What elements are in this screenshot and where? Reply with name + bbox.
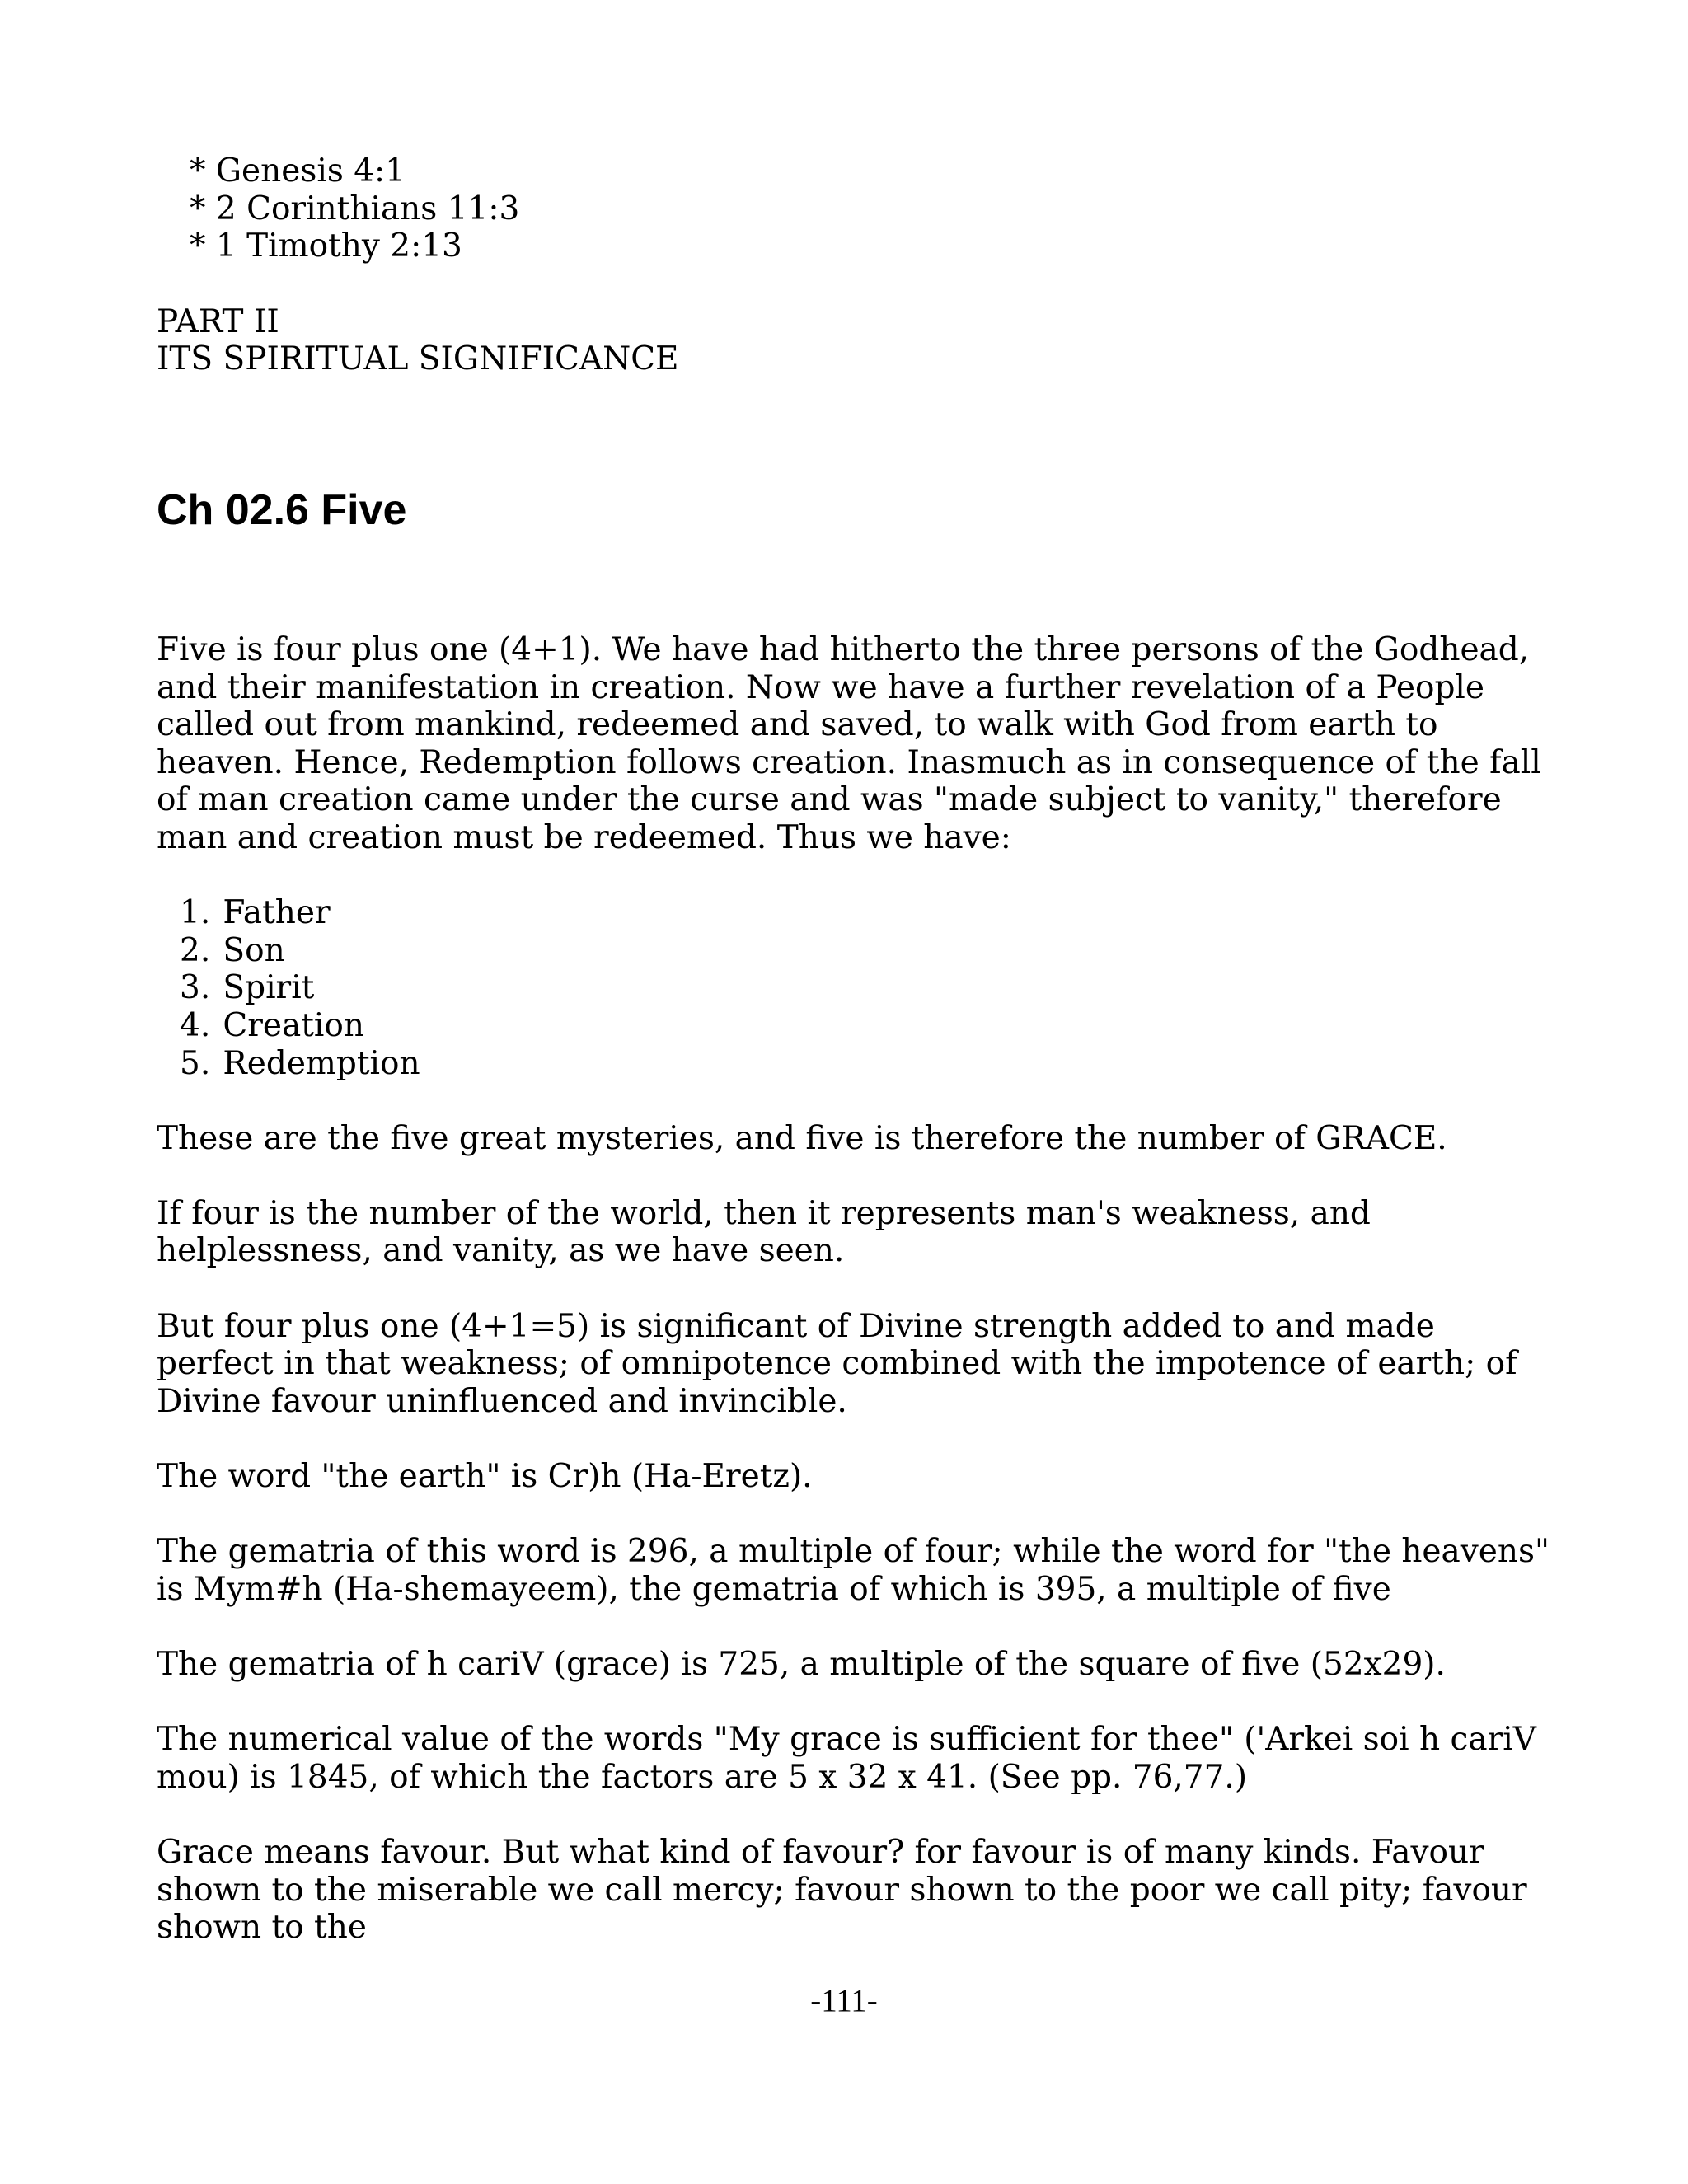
reference-list: [157, 152, 1550, 265]
body-paragraph: These are the five great mysteries, and five is therefore the number of GRACE.: [157, 1119, 1447, 1157]
list-number: 2.: [180, 931, 211, 969]
list-number: 3.: [180, 969, 211, 1007]
list-item: [180, 894, 1550, 932]
list-number: 4.: [180, 1006, 211, 1044]
list-label: Father: [223, 894, 331, 932]
list-label: Redemption: [223, 1044, 420, 1082]
intro-paragraph: Five is four plus one (4+1). We have had hitherto the three persons of the Godhead, and their manifestation in creation. Now we have a further revelation of a People called out from mankind, redeemed and saved, to walk with God from earth to heaven. Hence, Redemption follows creation. Inasmuch as in consequence of the fall of man creation came under the curse and was "made subject to vanity," therefore man and creation must be redeemed. Thus we have:: [157, 630, 1541, 856]
body-paragraph: The word "the earth" is Cr)h (Ha-Eretz).: [157, 1458, 813, 1496]
list-item: [180, 1007, 1550, 1045]
part-subtitle: ITS SPIRITUAL SIGNIFICANCE: [157, 340, 679, 378]
part-label: PART II: [157, 302, 279, 340]
reference-item: * Genesis 4:1: [190, 152, 406, 190]
body-paragraph: Grace means favour. But what kind of favour? for favour is of many kinds. Favour shown to the miserable we call mercy; favour shown to the poor we call pity; favour shown to the: [157, 1833, 1527, 1947]
chapter-title: Ch 02.6 Five: [157, 485, 407, 534]
list-number: 5.: [180, 1044, 211, 1082]
body-paragraph: The numerical value of the words "My grace is sufficient for thee" ('Arkei soi h cariV mou) is 1845, of which the factors are 5 x 32 x 41. (See pp. 76,77.): [157, 1721, 1536, 1796]
list-item: [180, 932, 1550, 970]
list-item: [180, 969, 1550, 1007]
page-content: [157, 152, 1550, 1984]
body-paragraph: But four plus one (4+1=5) is significant of Divine strength added to and made perfect in that weakness; of omnipotence combined with the impotence of earth; of Divine favour uninfluenced and invincible.: [157, 1307, 1517, 1420]
reference-item: * 1 Timothy 2:13: [190, 227, 462, 265]
mysteries-list: [157, 894, 1550, 1082]
body-paragraph: The gematria of h cariV (grace) is 725, a multiple of the square of five (52x29).: [157, 1646, 1446, 1683]
list-number: 1.: [180, 894, 211, 932]
body-paragraph: If four is the number of the world, then it represents man's weakness, and helplessness, and vanity, as we have seen.: [157, 1194, 1371, 1270]
list-label: Son: [223, 931, 285, 969]
list-label: Creation: [223, 1006, 364, 1044]
list-label: Spirit: [223, 969, 315, 1007]
reference-item: * 2 Corinthians 11:3: [190, 190, 520, 227]
page-number: -111-: [810, 1983, 878, 2018]
list-item: [180, 1045, 1550, 1083]
part-heading: [157, 303, 1550, 378]
body-paragraph: The gematria of this word is 296, a multiple of four; while the word for "the heavens" is Mym#h (Ha-shemayeem), the gematria of which is 395, a multiple of five: [157, 1533, 1550, 1608]
